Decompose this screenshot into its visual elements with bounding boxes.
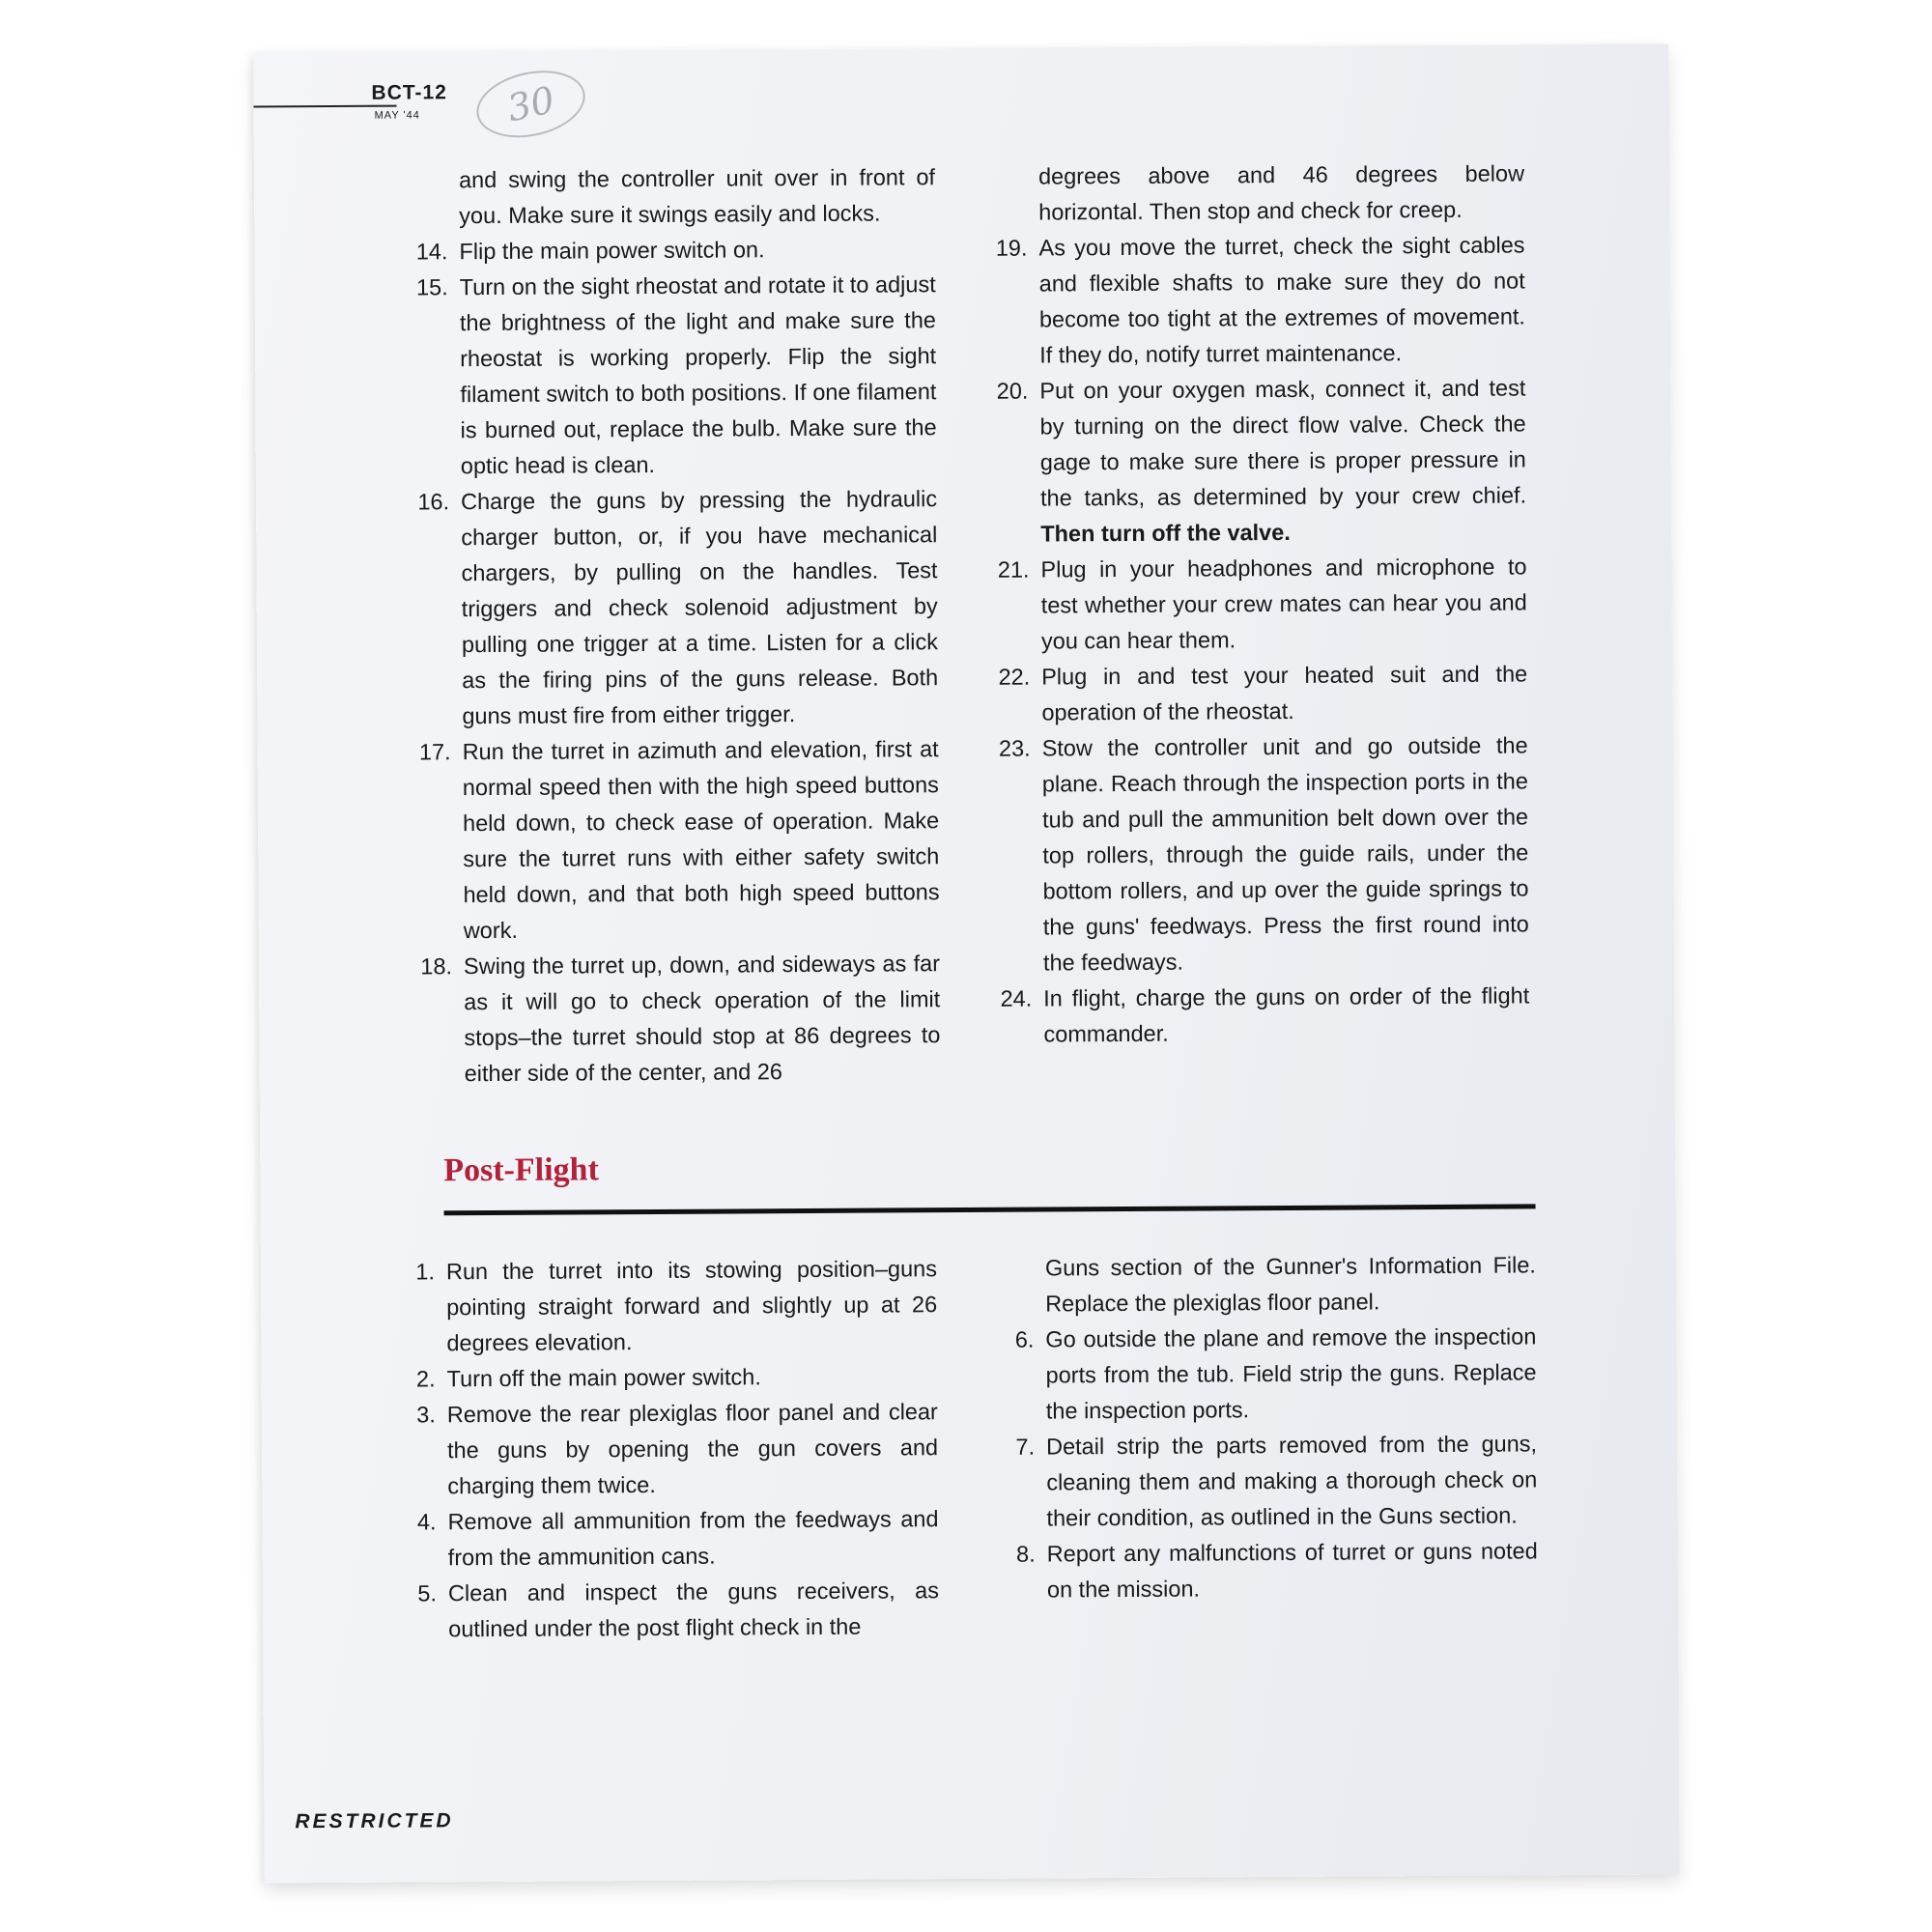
list-item xyxy=(387,1501,938,1576)
item-number: 22. xyxy=(998,664,1031,690)
item-text: Plug in your headphones and microphone to test whether your crew mates can hear you and you can hear them. xyxy=(1040,554,1527,654)
item-text: Plug in and test your heated suit and the operation of the rheostat. xyxy=(1041,661,1528,725)
header-rule xyxy=(254,105,397,108)
item-text: Stow the controller unit and go outside the plane. Reach through the inspection ports in the tub and pull the ammunition belt down over the top rollers, through the guide rails, under the bottom rollers, and up over the guide springs to the guns' feedways. Press the first round into the feedways. xyxy=(1041,732,1529,976)
item-text: Run the turret in azimuth and elevation, first at normal speed then with the high speed buttons held down, to check ease of operation. Make sure the turret runs with either safety switch held down, and that both high speed buttons work. xyxy=(462,736,940,944)
item-text: Swing the turret up, down, and sideways as far as it will go to check operation of the limit stops–the turret should stop at 86 degrees to either side of the center, and 26 xyxy=(463,951,941,1087)
item-number: 6. xyxy=(1014,1326,1035,1352)
item-text: Run the turret into its stowing position–guns pointing straight forward and slightly up at 26 degrees elevation. xyxy=(445,1256,938,1356)
item-number: 14. xyxy=(415,239,448,265)
section-divider xyxy=(444,1204,1536,1215)
item-text: Charge the guns by pressing the hydraulic charger button, or, if you have mechanical chargers, by pulling on the handles. Test triggers and check solenoid adjustment by pulling one trigger at a time. Listen for a click as the firing pins of the guns release. Both guns must fire from either trigger. xyxy=(460,486,939,729)
section-heading-post-flight: Post-Flight xyxy=(443,1151,599,1189)
list-item xyxy=(401,481,939,734)
item-number: 19. xyxy=(995,235,1028,261)
item-text: Clean and inspect the guns receivers, as outlined under the post flight check in the xyxy=(447,1577,940,1642)
list-item xyxy=(980,370,1526,552)
list-item-continuation: degrees above and 46 degrees below horizontal. Then stop and check for creep. xyxy=(1037,160,1525,225)
list-item xyxy=(986,1426,1538,1536)
item-number: 21. xyxy=(997,556,1030,582)
item-number: 7. xyxy=(1015,1434,1036,1460)
item-text: Remove the rear plexiglas floor panel and clear the guns by opening the gun covers and charging them twice. xyxy=(446,1399,939,1499)
item-number: 23. xyxy=(998,735,1031,761)
item-number: 8. xyxy=(1016,1541,1036,1567)
postflight-right-column xyxy=(985,1247,1538,1607)
list-item xyxy=(387,1394,939,1504)
pencil-annotation: 30 xyxy=(470,61,591,147)
list-item-continuation: Guns section of the Gunner's Information File. Replace the plexiglas floor panel. xyxy=(1044,1252,1536,1317)
document-date: MAY '44 xyxy=(374,109,420,122)
item-emphasis: Then turn off the valve. xyxy=(1040,519,1291,547)
document-id: BCT-12 xyxy=(371,81,447,104)
postflight-left-column xyxy=(386,1251,939,1647)
item-text: Turn on the sight rheostat and rotate it to adjust the brightness of the light and make sure the rheostat is working properly. Flip the sight filament switch to both positions. If one filament is burned out, replace the bulb. Make sure the optic head is clean. xyxy=(459,271,937,479)
list-item xyxy=(388,1573,939,1647)
item-number: 2. xyxy=(415,1366,436,1392)
list-item-continuation: and swing the controller unit over in front of you. Make sure it swings easily and locks. xyxy=(458,164,936,229)
preflight-right-column xyxy=(979,156,1530,1052)
item-text: In flight, charge the guns on order of the flight commander. xyxy=(1043,982,1530,1047)
list-item xyxy=(404,946,941,1092)
list-item xyxy=(387,1358,938,1397)
item-text: Go outside the plane and remove the inspection ports from the tub. Field strip the guns. Replace the inspection ports. xyxy=(1045,1323,1537,1424)
item-text: Report any malfunctions of turret or guns noted on the mission. xyxy=(1046,1538,1538,1603)
list-item xyxy=(400,267,937,484)
list-item xyxy=(399,231,935,270)
item-number: 4. xyxy=(416,1509,437,1535)
item-number: 15. xyxy=(415,274,448,300)
list-item xyxy=(982,727,1530,980)
restricted-label: RESTRICTED xyxy=(295,1809,454,1833)
list-item xyxy=(981,656,1527,730)
item-number: 5. xyxy=(417,1580,438,1606)
preflight-left-column xyxy=(399,159,941,1092)
item-text: Put on your oxygen mask, connect it, and test by turning on the direct flow valve. Check the gage to make sure there is proper pressure in the tanks, as determined by your crew chief. xyxy=(1039,375,1527,511)
item-number: 17. xyxy=(418,739,451,765)
item-number: 18. xyxy=(420,953,453,980)
list-item xyxy=(985,1319,1537,1429)
item-number: 3. xyxy=(416,1402,436,1428)
item-number: 16. xyxy=(417,489,450,515)
item-text: As you move the turret, check the sight cables and flexible shafts to make sure they do not become too tight at the extremes of movement. If they do, notify turret maintenance. xyxy=(1038,232,1525,368)
item-text: Remove all ammunition from the feedways and from the ammunition cans. xyxy=(447,1506,939,1571)
item-text: Turn off the main power switch. xyxy=(446,1364,761,1392)
item-text: Detail strip the parts removed from the guns, cleaning them and making a thorough check on their condition, as outlined in the Guns section. xyxy=(1045,1431,1538,1531)
item-number: 24. xyxy=(1000,985,1033,1011)
list-item xyxy=(980,549,1527,659)
list-item xyxy=(403,731,940,949)
document-page xyxy=(253,44,1680,1884)
list-item xyxy=(979,227,1525,373)
list-item xyxy=(987,1533,1538,1607)
item-number: 1. xyxy=(415,1259,436,1285)
item-number: 20. xyxy=(996,378,1029,404)
list-item xyxy=(386,1251,938,1361)
list-item xyxy=(983,978,1529,1052)
item-text: Flip the main power switch on. xyxy=(459,237,765,265)
